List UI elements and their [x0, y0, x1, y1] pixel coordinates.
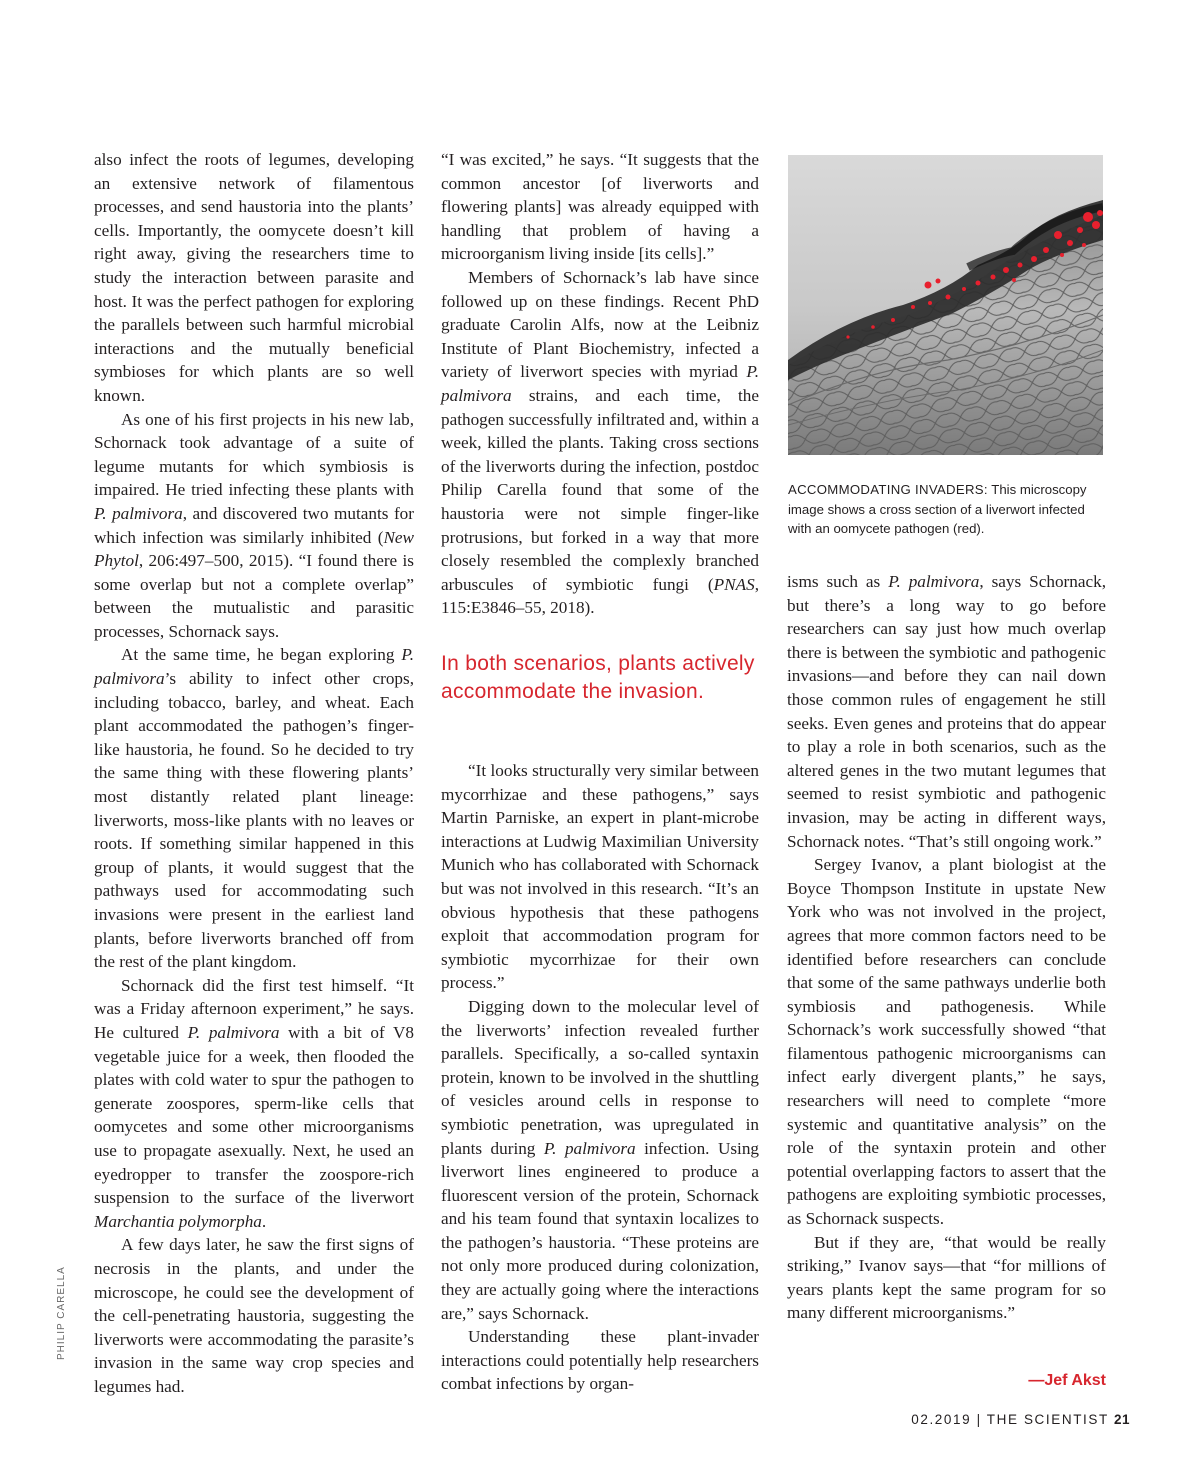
page-number: 21 [1113, 1412, 1130, 1427]
text-run: with a bit of V8 vegetable juice for a week, then flooded the plates with cold water to spur the pathogen to generate zoospores, sperm-like cells that oomycetes and some other microorganisms use to propagate asexually. Next, he used an eyedropper to transfer the zoospore-rich suspension to the surface of the liverwort [94, 1022, 415, 1208]
text-run: Digging down to the molecular level of the liverworts’ infection revealed further parallels. Specifically, a so-called syntaxin protein, known to be involved in the shuttling of vesicles around cells in response to symbiotic penetration, was upregulated in plants during [441, 996, 759, 1158]
species-name: P. palmivora [888, 572, 980, 591]
text-run: , and discovered two mutants for which infection was similarly inhibited ( [94, 503, 415, 547]
text-run: , 206:497–500, 2015). “I found there is some overlap but not a complete overlap” between the mutualistic and parasitic processes, Schornack says. [94, 551, 414, 641]
paragraph [441, 995, 759, 1325]
paragraph: But if they are, “that would be really striking,” Ivanov says—that “for millions of years plants kept the same program for so many different microorganisms.” [787, 1232, 1106, 1323]
text-run: ’s ability to infect other crops, including tobacco, barley, and wheat. Each plant accommodated the pathogen’s finger-like haustoria, he found. So he decided to try the same thing with these flowering plants’ most distantly related plant lineage: liverworts, moss-like plants with no leaves or roots. If something similar happened in this group of plants, it would suggest that the pathways used for accommodating such invasions were present in the earliest land plants, before liverworts branched off from the rest of the plant kingdom. [94, 669, 414, 972]
paragraph: “I was excited,” he says. “It suggests that the common ancestor [of liverworts and flowering plants] was already equipped with handling that problem of having a microorganism living inside [its cells].” [441, 150, 759, 264]
paragraph [441, 266, 759, 620]
article-column-3 [787, 570, 1106, 1325]
text-run: . [261, 1211, 267, 1231]
figure-caption [788, 480, 1108, 539]
paragraph [94, 408, 414, 644]
text-run: As one of his first projects in his new lab, Schornack took advantage of a suite of legume mutants for which symbiosis is impaired. He tried infecting these plants with [94, 409, 414, 500]
paragraph [94, 643, 414, 973]
page-footer [0, 1412, 1130, 1427]
text-run: Members of Schornack’s lab have since followed up on these findings. Recent PhD graduate Carolin Alfs, now at the Leibniz Institute of Plant Biochemistry, infected a variety of liverwort species with myriad [441, 267, 759, 382]
text-run: Schornack did the first test himself. “It was a Friday afternoon experiment,” he says. He cultured [94, 975, 414, 1042]
species-name: P. palmivora [543, 1138, 636, 1158]
paragraph: Understanding these plant-invader interactions could potentially help researchers combat infections by organ- [441, 1327, 759, 1394]
species-name: P. palmivora [187, 1022, 280, 1042]
text-run: infection. Using liverwort lines engineered to produce a fluorescent version of the protein, Schornack and his team found that syntaxin localizes to the pathogen’s haustoria. “These proteins are not only more produced during colonization, they are actually going where the interactions are,” says Schornack. [441, 1138, 760, 1323]
text-run: , says Schornack, but there’s a long way to go before researchers can say just how much overlap there is between the symbiotic and pathogenic invasions—and before they can nail down those common rules of engagement he still seeks. Even genes and proteins that do appear to play a role in both scenarios, such as the altered genes in the two mutant legumes that seemed to resist symbiotic and pathogenic invasion, may be acting in different ways, Schornack notes. “That’s still ongoing work.” [787, 572, 1107, 851]
caption-text: This microscopy image shows a cross section of a liverwort infected with an oomycete pathogen (red). [788, 482, 1087, 536]
liverwort-cross-section-illustration [788, 155, 1103, 455]
species-name: P. palmivora [441, 362, 759, 405]
species-name: Marchantia polymorpha [94, 1211, 262, 1231]
author-byline: —Jef Akst [1028, 1372, 1106, 1389]
article-column-1 [94, 148, 414, 1398]
text-run: strains, and each time, the pathogen successfully infiltrated and, within a week, killed the plants. Taking cross sections of the liverworts during the infection, postdoc Philip Carella found that some of the haustoria were not simple finger-like protrusions, but forked in a way that more closely resembled the complexly branched arbuscules of symbiotic fungi ( [441, 385, 759, 594]
paragraph [787, 570, 1106, 853]
text-run: At the same time, he began exploring [121, 645, 402, 665]
species-name: P. palmivora [94, 503, 183, 523]
journal-name: New Phytol [94, 527, 414, 571]
issue-and-magazine: 02.2019 | THE SCIENTIST [911, 1412, 1114, 1427]
article-column-2-top [441, 148, 759, 620]
photo-credit: PHILIP CARELLA [56, 1266, 67, 1360]
paragraph: “It looks structurally very similar between mycorrhizae and these pathogens,” says Martin Parniske, an expert in plant-microbe interactions at Ludwig Maximilian University Munich who has collaborated with Schornack but was not involved in this research. “It’s an obvious hypothesis that these pathogens exploit that accommodation program for symbiotic mycorrhizae for their own process.” [441, 761, 759, 993]
paragraph [94, 974, 414, 1234]
microscopy-image [788, 155, 1103, 455]
paragraph: A few days later, he saw the first signs of necrosis in the plants, and under the microscope, he could see the development of the cell-penetrating haustoria, suggesting the liverworts were accommodating the parasite’s invasion in the same way crop species and legumes had. [94, 1235, 414, 1396]
paragraph: Sergey Ivanov, a plant biologist at the Boyce Thompson Institute in upstate New York who was not involved in the project, agrees that more common factors need to be identified before researchers can conclude that some of the same pathways underlie both symbiosis and pathogenesis. While Schornack’s work successfully showed “that filamentous pathogenic microorganisms can infect early divergent plants,” he says, researchers will need to complete “more systemic and quantitative analysis” on the role of the syntaxin protein and other potential overlapping factors to assert that the pathogens are exploiting symbiotic processes, as Schornack suspects. [787, 855, 1106, 1229]
text-run: isms such as [787, 572, 889, 591]
paragraph: also infect the roots of legumes, developing an extensive network of filamentous processes, and send haustoria into the plants’ cells. Importantly, the oomycete doesn’t kill right away, giving the researchers time to study the interaction between parasite and host. It was the perfect pathogen for exploring the parallels between such harmful microbial interactions and the mutually beneficial symbioses for which plants are so well known. [94, 150, 414, 405]
caption-heading: ACCOMMODATING INVADERS: [788, 482, 988, 497]
text-run: , 115:E3846–55, 2018). [441, 574, 759, 618]
species-name: P. palmivora [94, 645, 414, 689]
article-column-2-bottom [441, 759, 759, 1396]
journal-name: PNAS [713, 574, 755, 594]
pull-quote: In both scenarios, plants actively accommodate the invasion. [441, 652, 755, 703]
